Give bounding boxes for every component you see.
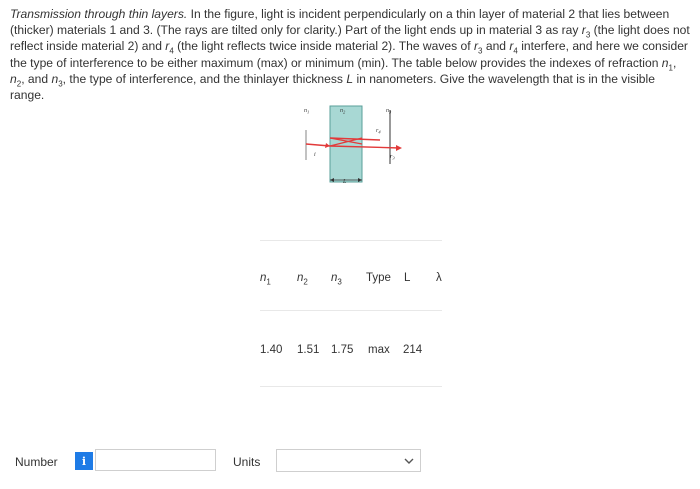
var-n: n (51, 71, 59, 86)
cell-n1: 1.40 (260, 344, 283, 356)
header-n1: $n_1$ (260, 272, 271, 287)
figure-label-n2: $n_2$ (340, 108, 346, 115)
problem-title: Transmission through thin layers. (10, 7, 188, 21)
info-icon[interactable]: i (75, 452, 93, 470)
arrowhead-r3 (396, 145, 402, 151)
figure-label-i: i (314, 152, 316, 158)
chevron-down-icon (404, 456, 414, 466)
problem-text: and (482, 39, 510, 54)
figure-label-r3-sub: 3 (392, 155, 395, 161)
problem-text: (the light does not reflect inside material 2) and (10, 23, 690, 54)
var-r: r (165, 39, 170, 54)
problem-text: , the type of interference, and the thinlayer thickness (62, 71, 347, 86)
header-n3: $n_3$ (331, 272, 342, 287)
var-sub: 3 (58, 79, 63, 89)
problem-statement (10, 6, 690, 103)
problem-text: interfere, and here we consider the type of interference to be either maximum (max) or minimum (min). The table below provides the indexes of refraction (10, 39, 688, 70)
figure-label-r3: $r_3$ (390, 154, 395, 161)
var-r: r (509, 39, 514, 54)
thin-layer-figure (296, 100, 416, 190)
var-L: L (346, 71, 354, 86)
table-separator (260, 310, 442, 311)
var-sub: 4 (169, 46, 174, 56)
number-label: Number (15, 455, 58, 469)
cell-L: 214 (403, 344, 423, 356)
cell-n3: 1.75 (331, 344, 354, 356)
header-type: Type (366, 272, 391, 284)
var-sub: 3 (478, 46, 483, 56)
figure-label-n1: $n_1$ (304, 108, 310, 115)
var-n: n (661, 55, 669, 70)
var-sub: 3 (585, 30, 591, 40)
table-separator (260, 240, 442, 241)
header-lambda: λ (436, 272, 442, 284)
figure-label-r4-sub: 4 (378, 129, 381, 135)
number-input[interactable] (95, 449, 216, 471)
header-n2: $n_2$ (297, 272, 308, 287)
figure-label-n3-sub: 3 (389, 109, 392, 115)
figure-label-n3: $n_3$ (386, 108, 392, 115)
cell-type: max (368, 344, 390, 356)
thin-layer-diagram (296, 100, 416, 190)
layer-material-2 (330, 106, 362, 182)
table-separator (260, 386, 442, 387)
problem-text: in nanometers. Give the wavelength that is in the visible range. (10, 71, 655, 103)
figure-label-r4: $r_4$ (376, 128, 381, 135)
arrowhead-incident (325, 143, 330, 148)
figure-label-n2-sub: 2 (343, 109, 346, 115)
var-r: r (474, 39, 479, 54)
header-L: L (404, 272, 411, 284)
figure-label-L: L (343, 179, 347, 185)
var-n: n (10, 71, 17, 86)
problem-text: In the figure, light is incident perpendicularly on a thin layer of material 2 that lies between (thicker) materials 1 and 3. (The rays are tilted only for clarity.) Part of the light ends up in material 3 as ray (10, 7, 670, 38)
var-sub: 2 (16, 79, 22, 89)
problem-text: , (672, 55, 677, 70)
problem-text: (the light reflects twice inside material 2). The waves of (173, 39, 474, 54)
units-label: Units (233, 455, 261, 469)
var-sub: 4 (513, 46, 518, 56)
var-sub: 1 (668, 63, 673, 73)
problem-text: , and (21, 71, 52, 86)
figure-label-n1-sub: 1 (307, 109, 310, 115)
units-select[interactable] (276, 449, 421, 472)
var-r: r (581, 23, 586, 38)
cell-n2: 1.51 (297, 344, 320, 356)
